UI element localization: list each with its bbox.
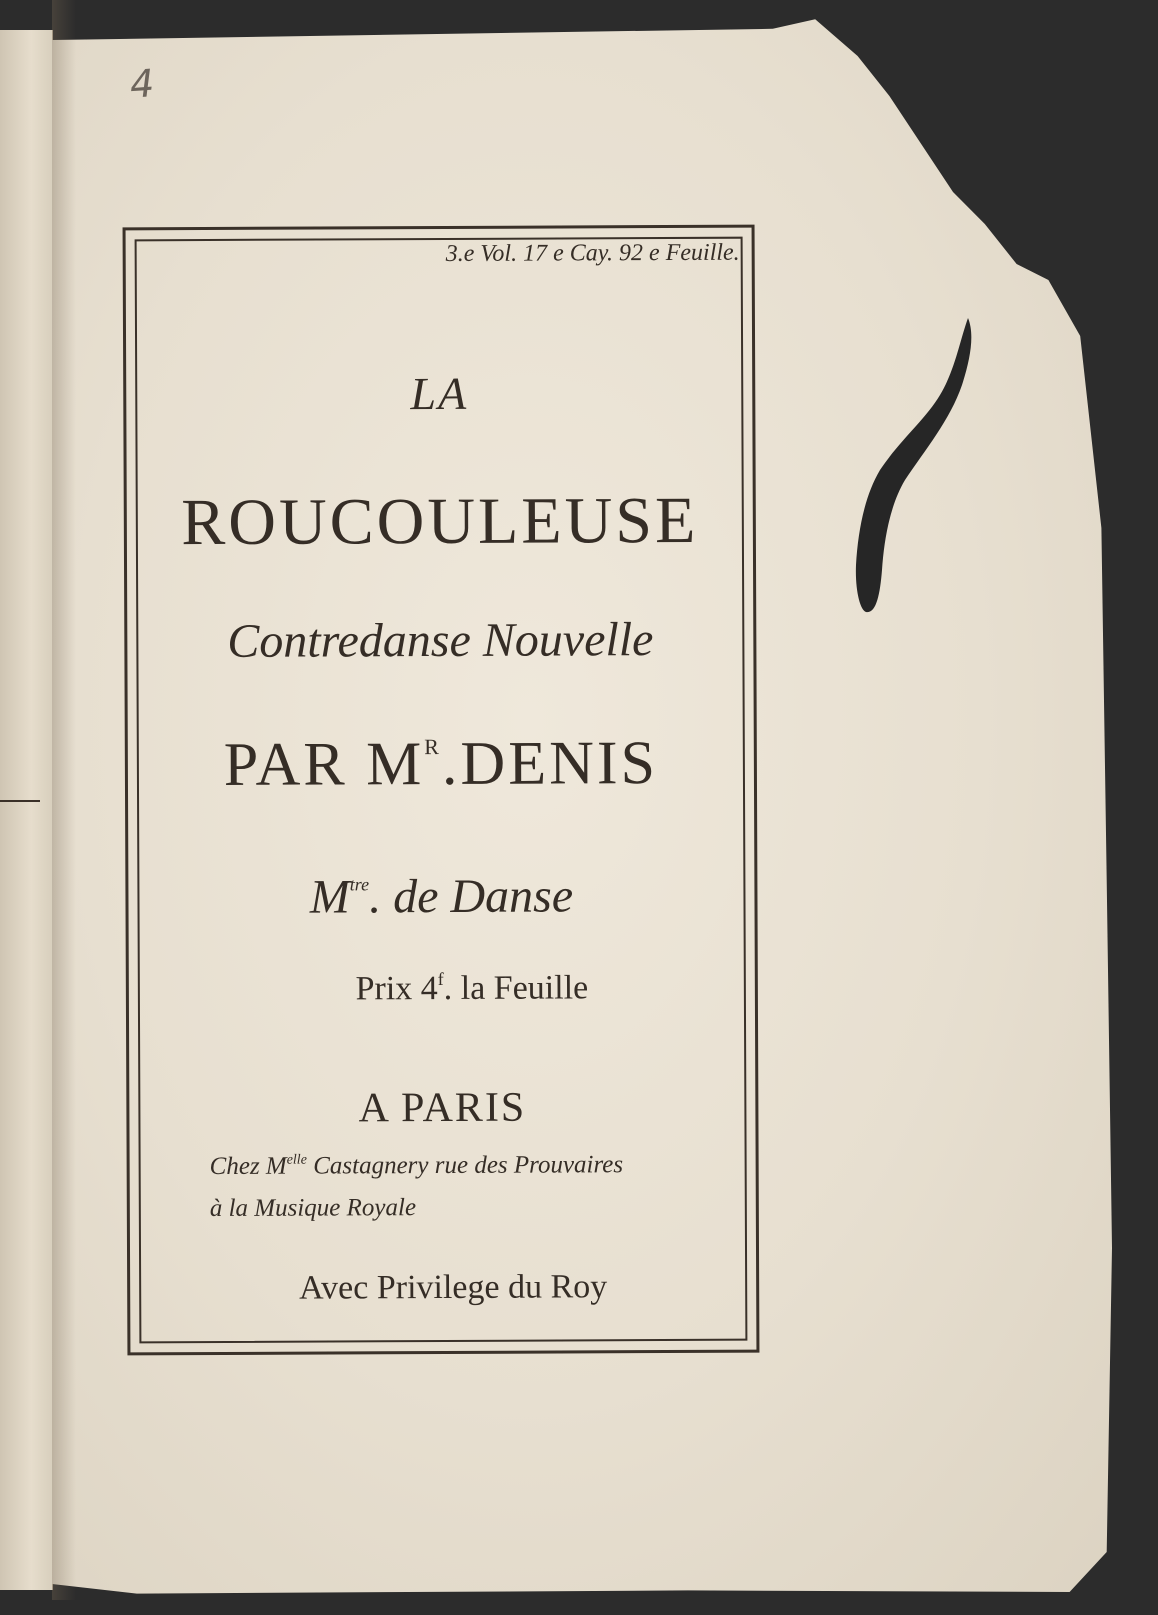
publisher-rest: Castagnery rue des Prouvaires [306,1151,624,1180]
author-role [128,868,754,926]
price-rest: . la Feuille [443,969,589,1007]
volume-reference: 3.e Vol. 17 e Cay. 92 e Feuille. [445,239,740,267]
author-superscript: R [424,733,442,760]
subtitle: Contredanse Nouvelle [227,613,654,668]
author-name: .DENIS [441,729,659,798]
imprint-city: A PARIS [358,1084,527,1132]
publisher-line-2: à la Musique Royale [209,1194,417,1223]
ruler-mark [0,800,40,802]
royal-privilege: Avec Privilege du Roy [299,1268,608,1307]
engraved-plate-border [123,225,760,1356]
gutter-shadow [52,0,76,1600]
price-prefix: Prix 4 [355,970,438,1008]
author-prefix: PAR M [223,730,425,799]
publisher-line-1 [210,1144,716,1187]
facing-page-edge [0,30,53,1590]
pencil-folio-number: 4 [128,61,156,107]
role-rest: . de Danse [369,869,574,924]
title-main: ROUCOULEUSE [181,483,699,560]
author-line [128,728,754,802]
role-prefix: M [309,870,350,924]
title-article: LA [410,367,469,420]
price-superscript: f [437,968,444,990]
publisher-superscript: elle [286,1152,307,1168]
price-line [129,968,755,1010]
role-superscript: tre [349,874,370,895]
publisher-prefix: Chez M [209,1152,287,1181]
